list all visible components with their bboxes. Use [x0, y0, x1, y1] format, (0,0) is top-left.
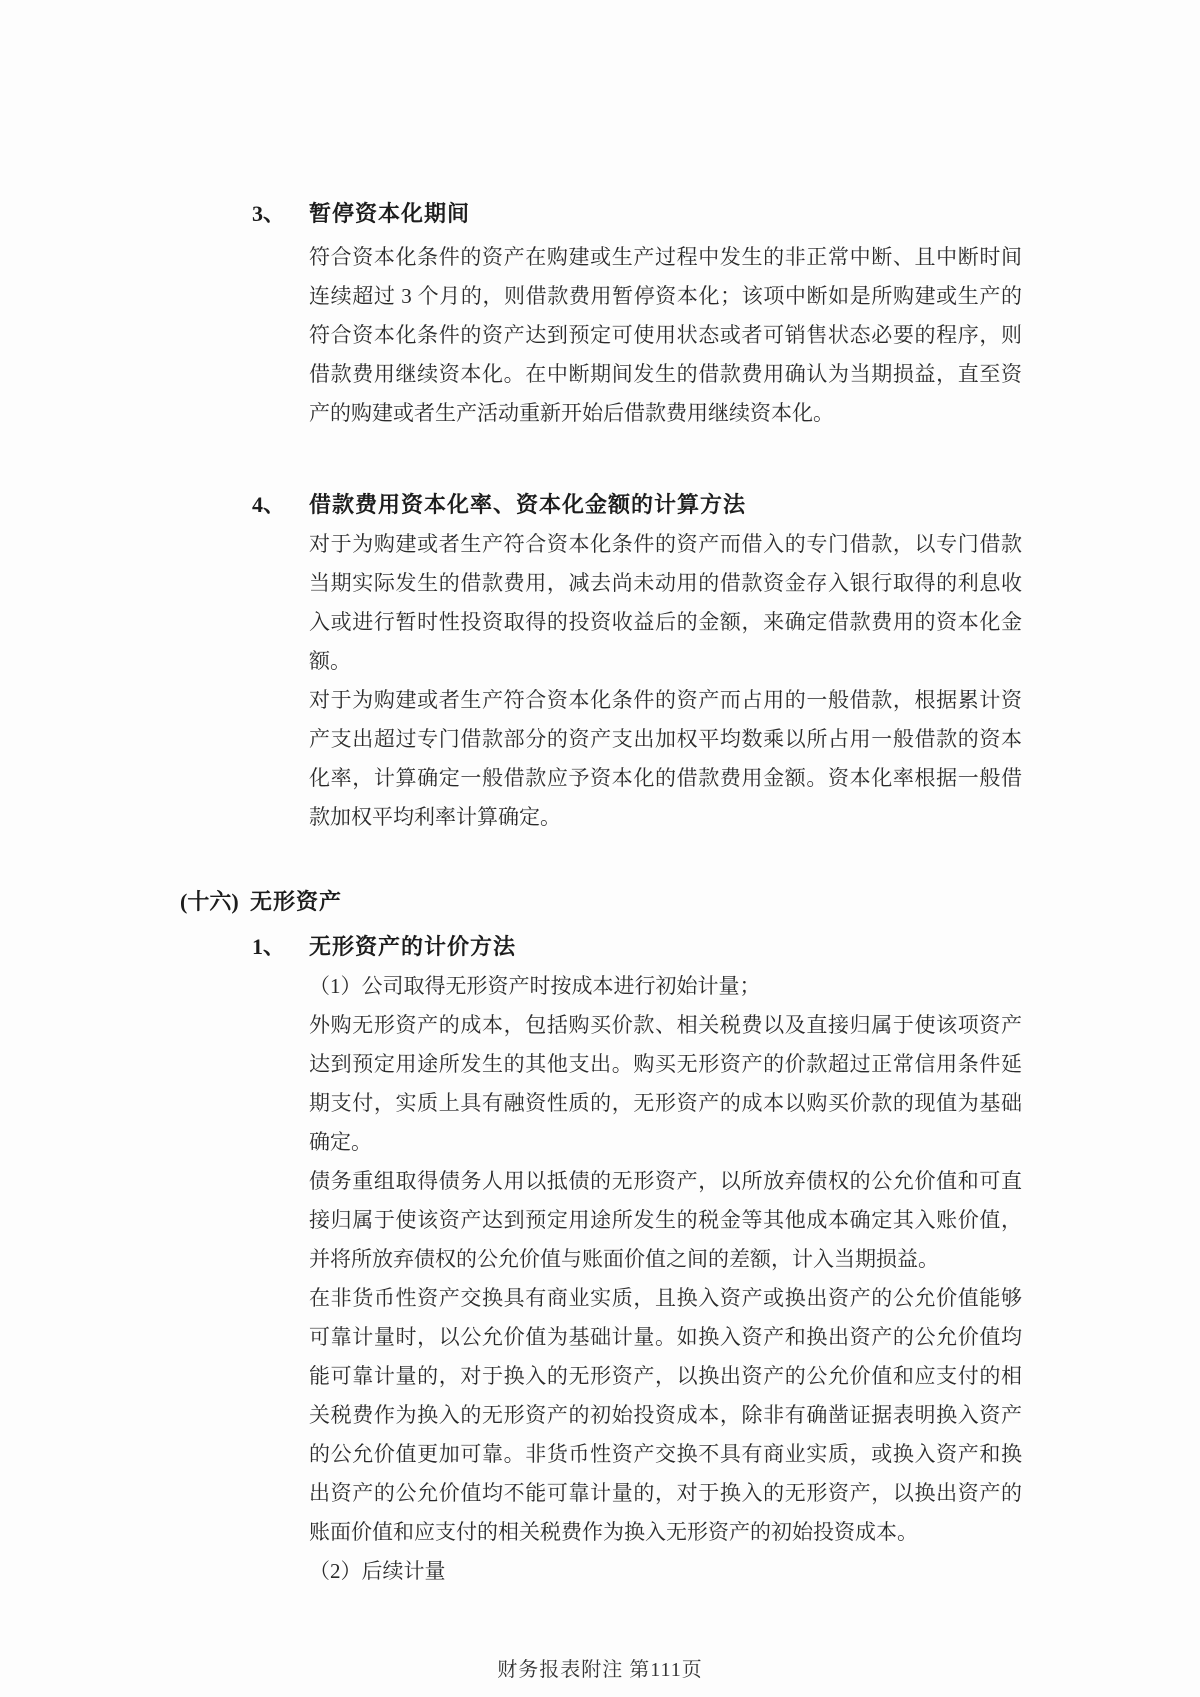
paragraph: 符合资本化条件的资产在购建或生产过程中发生的非正常中断、且中断时间连续超过 3 个月的，则借款费用暂停资本化；该项中断如是所购建或生产的符合资本化条件的资产达到预定可使用状态或者可销售状态必要的程序，则借款费用继续资本化。在中断期间发生的借款费用确认为当期损益，直至资产的购建或者生产活动重新开始后借款费用继续资本化。: [309, 245, 1022, 425]
subsection-heading-valuation-method: [0, 927, 1200, 967]
chapter-heading-intangible-assets: [0, 882, 1200, 922]
subsection-title: 无形资产的计价方法: [309, 934, 517, 959]
section-heading-suspension-of-capitalization: [0, 194, 1200, 234]
section-3-body: [309, 238, 1022, 433]
page-footer: 财务报表附注 第111页: [497, 1659, 703, 1681]
paragraph: （2）后续计量: [309, 1559, 446, 1583]
subsection-1-body: [309, 967, 1022, 1591]
paragraph: 对于为购建或者生产符合资本化条件的资产而占用的一般借款，根据累计资产支出超过专门借款部分的资产支出加权平均数乘以所占用一般借款的资本化率，计算确定一般借款应予资本化的借款费用金额。资本化率根据一般借款加权平均利率计算确定。: [309, 688, 1022, 829]
paragraph: 债务重组取得债务人用以抵债的无形资产，以所放弃债权的公允价值和可直接归属于使该资产达到预定用途所发生的税金等其他成本确定其入账价值，并将所放弃债权的公允价值与账面价值之间的差额，计入当期损益。: [309, 1169, 1022, 1271]
section-title: 暂停资本化期间: [309, 201, 471, 226]
chapter-title: 无形资产: [250, 889, 343, 914]
section-number: 3、: [252, 201, 286, 226]
paragraph: （1）公司取得无形资产时按成本进行初始计量；: [309, 974, 761, 998]
paragraph: 在非货币性资产交换具有商业实质，且换入资产或换出资产的公允价值能够可靠计量时，以公允价值为基础计量。如换入资产和换出资产的公允价值均能可靠计量的，对于换入的无形资产，以换出资产的公允价值和应支付的相关税费作为换入的无形资产的初始投资成本，除非有确凿证据表明换入资产的公允价值更加可靠。非货币性资产交换不具有商业实质，或换入资产和换出资产的公允价值均不能可靠计量的，对于换入的无形资产，以换出资产的账面价值和应支付的相关税费作为换入无形资产的初始投资成本。: [309, 1286, 1022, 1544]
section-heading-capitalization-rate-method: [0, 485, 1200, 525]
paragraph: 外购无形资产的成本，包括购买价款、相关税费以及直接归属于使该项资产达到预定用途所发生的其他支出。购买无形资产的价款超过正常信用条件延期支付，实质上具有融资性质的，无形资产的成本以购买价款的现值为基础确定。: [309, 1013, 1022, 1154]
section-title: 借款费用资本化率、资本化金额的计算方法: [309, 492, 747, 517]
chapter-number: (十六): [180, 889, 239, 914]
subsection-number: 1、: [252, 934, 286, 959]
section-number: 4、: [252, 492, 286, 517]
paragraph: 对于为购建或者生产符合资本化条件的资产而借入的专门借款，以专门借款当期实际发生的借款费用，减去尚未动用的借款资金存入银行取得的利息收入或进行暂时性投资取得的投资收益后的金额，来确定借款费用的资本化金额。: [309, 532, 1022, 673]
section-4-body: [309, 525, 1022, 837]
